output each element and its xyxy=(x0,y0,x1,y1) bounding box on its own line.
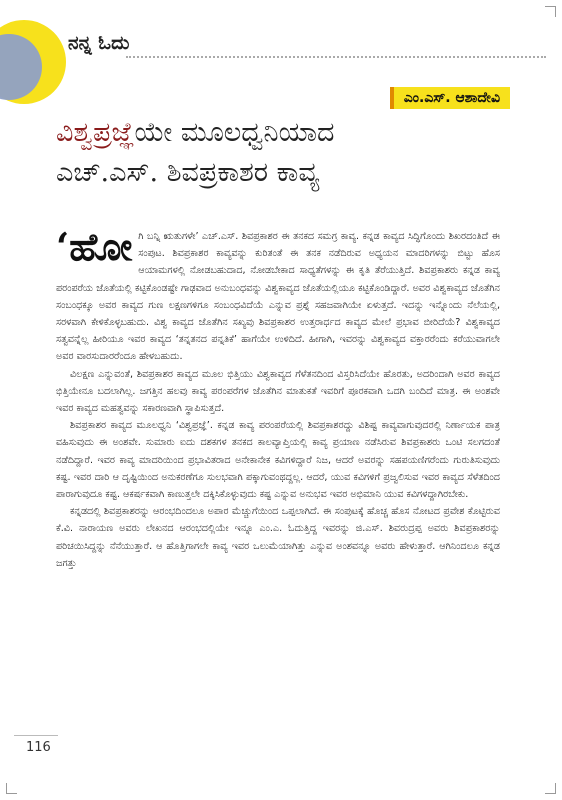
title-line-2: ಎಚ್.ಎಸ್. ಶಿವಪ್ರಕಾಶರ ಕಾವ್ಯ xyxy=(56,157,320,188)
page-number: 116 xyxy=(26,740,51,755)
section-label: ನನ್ನ ಓದು xyxy=(68,32,130,54)
paragraph-1 xyxy=(56,224,500,366)
crop-mark-bottom-right xyxy=(545,783,556,794)
paragraph-1-text: ಗಿ ಬನ್ನಿ ಋತುಗಳೇ’ ಎಚ್.ಎಸ್. ಶಿವಪ್ರಕಾಶರ ಈ ತನಕದ ಸಮಗ್ರ ಕಾವ್ಯ. ಕನ್ನಡ ಕಾವ್ಯದ ಸಿದ್ಧಿಗೊಂದು ಶಿಖರದಂತಿದೆ ಈ ಸಂಪುಟ. ಶಿವಪ್ರಕಾಶರ ಕಾವ್ಯವನ್ನು ಕುರಿತಂತೆ ಈ ತನಕ ನಡೆದಿರುವ ಅಧ್ಯಯನ ಮಾದರಿಗಳನ್ನು ಬಿಟ್ಟು ಹೊಸ ಆಯಾಮಗಳಲ್ಲಿ ನೋಡಬಹುದಾದ, ನೋಡಬೇಕಾದ ಸಾಧ್ಯತೆಗಳನ್ನು ಈ ಕೃತಿ ತೆರೆಯುತ್ತಿದೆ. ಶಿವಪ್ರಕಾಶರು ಕನ್ನಡ ಕಾವ್ಯ ಪರಂಪರೆಯ ಜೊತೆಯಲ್ಲಿ ಕಟ್ಟಿಕೊಂಡಷ್ಟೇ ಗಾಢವಾದ ಅನುಬಂಧವನ್ನು ವಿಶ್ವಕಾವ್ಯದ ಜೊತೆಯಲ್ಲಿಯೂ ಕಟ್ಟಿಕೊಂಡಿದ್ದಾರೆ. ಅವರ ವಿಶ್ವಕಾವ್ಯದ ಜೊತೆಗಿನ ಸಂಬಂಧಕ್ಕೂ ಅವರ ಕಾವ್ಯದ ಗುಣ ಲಕ್ಷಣಗಳಿಗೂ ಸಂಬಂಧವಿದೆಯೆ ಎನ್ನುವ ಪ್ರಶ್ನೆ ಸಹಜವಾಗಿಯೇ ಏಳುತ್ತದೆ. ಇದನ್ನು ಇನ್ನೊಂದು ನೆಲೆಯಲ್ಲಿ, ಸರಳವಾಗಿ ಕೇಳಿಕೊಳ್ಳಬಹುದು. ವಿಶ್ವ ಕಾವ್ಯದ ಜೊತೆಗಿನ ಸಖ್ಯವು ಶಿವಪ್ರಕಾಶರ ಉತ್ತರಾರ್ಧದ ಕಾವ್ಯದ ಮೇಲೆ ಪ್ರಭಾವ ಬೀರಿದೆಯೆ? ವಿಶ್ವಕಾವ್ಯದ ಸತ್ವವನ್ನೆಲ್ಲ ಹೀರಿಯೂ ಇವರ ಕಾವ್ಯದ ‘ತನ್ನತನದ ಪನ್ನತಿಕೆ’ ಹಾಗೆಯೇ ಉಳಿದಿದೆ. ಹೀಗಾಗಿ, ಇವರನ್ನು ವಿಶ್ವಕಾವ್ಯದ ವಕ್ತಾರರೆಂದು ಕರೆಯುವಾಗಲೇ ಅವರ ವಾರಸುದಾರರೆಂದೂ ಹೇಳಬಹುದು. xyxy=(56,231,500,363)
article-title xyxy=(56,113,526,193)
header-dotted-rule xyxy=(126,56,546,58)
title-line-1 xyxy=(56,113,526,153)
title-highlight: ವಿಶ್ವಪ್ರಜ್ಞೆ xyxy=(56,117,135,148)
crop-mark-top-right xyxy=(545,6,556,17)
drop-cap: ‘ಹೋ xyxy=(56,224,133,269)
paragraph-4: ಕನ್ನಡದಲ್ಲಿ ಶಿವಪ್ರಕಾಶರನ್ನು ಆರಂಭದಿಂದಲೂ ಅಪಾರ ಮೆಚ್ಚುಗೆಯಿಂದ ಒಪ್ಪಲಾಗಿದೆ. ಈ ಸಂಪುಟಕ್ಕೆ ಹೊಚ್ಚ ಹೊಸ ನೋಟದ ಪ್ರವೇಶ ಕೊಟ್ಟಿರುವ ಕೆ.ವಿ. ನಾರಾಯಣ ಅವರು ಲೇಖನದ ಆರಂಭದಲ್ಲಿಯೇ ಇನ್ನೂ ಎಂ.ಎ. ಓದುತ್ತಿದ್ದ ಇವರನ್ನು ಜಿ.ಎಸ್. ಶಿವರುದ್ರಪ್ಪ ಅವರು ಶಿವಪ್ರಕಾಶರನ್ನು ಪರಿಚಯಿಸಿದ್ದನ್ನು ನೆನೆಯುತ್ತಾರೆ. ಆ ಹೊತ್ತಿಗಾಗಲೇ ಕಾವ್ಯ ಇವರ ಒಲುಮೆಯಾಗಿತ್ತು ಎನ್ನುವ ಅಂಶವನ್ನೂ ಅವರು ಹೇಳುತ್ತಾರೆ. ಆಗಿನಿಂದಲೂ ಕನ್ನಡ ಜಗತ್ತು xyxy=(56,506,500,569)
crop-mark-bottom-left xyxy=(6,783,17,794)
footer-rule xyxy=(14,735,58,736)
article-body xyxy=(56,224,500,572)
title-line-1-rest: ಯೇ ಮೂಲಧ್ವನಿಯಾದ xyxy=(134,117,335,148)
paragraph-3: ಶಿವಪ್ರಕಾಶರ ಕಾವ್ಯದ ಮೂಲಧ್ವನಿ ‘ವಿಶ್ವಪ್ರಜ್ಞೆ’. ಕನ್ನಡ ಕಾವ್ಯ ಪರಂಪರೆಯಲ್ಲಿ ಶಿವಪ್ರಕಾಶರದ್ದು ವಿಶಿಷ್ಟ ಕಾವ್ಯವಾಗುವುದರಲ್ಲಿ ನಿರ್ಣಾಯಕ ಪಾತ್ರ ವಹಿಸುವುದು ಈ ಅಂಶವೇ. ಸುಮಾರು ಐದು ದಶಕಗಳ ತನಕದ ಕಾಲವ್ಯಾಪ್ತಿಯಲ್ಲಿ ಕಾವ್ಯ ಪ್ರಯಾಣ ನಡೆಸಿರುವ ಶಿವಪ್ರಕಾಶರು ಒಂಟಿ ಸಲಗದಂತೆ ನಡೆದಿದ್ದಾರೆ. ಇವರ ಕಾವ್ಯ ಮಾದರಿಯಿಂದ ಪ್ರಭಾವಿತರಾದ ಅನೇಕಾನೇಕ ಕವಿಗಳಿದ್ದಾರೆ ನಿಜ, ಆದರೆ ಅವರನ್ನು ಸಹಪಯಣಿಗರೆಂದು ಗುರುತಿಸುವುದು ಕಷ್ಟ. ಇವರ ದಾರಿ ಆ ದೃಷ್ಟಿಯಿಂದ ಅನುಕರಣೆಗೂ ಸುಲಭವಾಗಿ ಪಕ್ಕಾಗುವಂಥದ್ದಲ್ಲ. ಆದರೆ, ಯುವ ಕವಿಗಳಿಗೆ ಪ್ರಜ್ವಲಿಸುವ ಇವರ ಕಾವ್ಯದ ಸೆಳೆತದಿಂದ ಪಾರಾಗುವುದೂ ಕಷ್ಟ. ಆಕರ್ಷಕವಾಗಿ ಕಾಣುತ್ತಲೇ ದಕ್ಕಿಸಿಕೊಳ್ಳುವುದು ಕಷ್ಟ ಎನ್ನುವ ಅನುಭವ ಇವರ ಅಭಿಮಾನಿ ಯುವ ಕವಿಗಳದ್ದಾಗಿರಬೇಕು. xyxy=(56,420,500,501)
author-byline: ಎಂ.ಎಸ್. ಆಶಾದೇವಿ xyxy=(390,87,510,109)
paragraph-2: ವಿಲಕ್ಷಣ ಎನ್ನುವಂತೆ, ಶಿವಪ್ರಕಾಶರ ಕಾವ್ಯದ ಮೂಲ ಭಿತ್ತಿಯು ವಿಶ್ವಕಾವ್ಯದ ಗೆಳೆತನದಿಂದ ವಿಸ್ತರಿಸಿದೆಯೇ ಹೊರತು, ಅದರಿಂದಾಗಿ ಅವರ ಕಾವ್ಯದ ಭಿತ್ತಿಯೇನೂ ಬದಲಾಗಿಲ್ಲ. ಜಗತ್ತಿನ ಹಲವು ಕಾವ್ಯ ಪರಂಪರೆಗಳ ಜೊತೆಗಿನ ಮಾತುಕತೆ ಇವರಿಗೆ ಪೂರಕವಾಗಿ ಒದಗಿ ಬಂದಿದೆ ಮಾತ್ರ. ಈ ಅಂಶವೇ ಇವರ ಕಾವ್ಯದ ಮಹತ್ವವನ್ನು ಸಕಾರಣವಾಗಿ ಸ್ಥಾಪಿಸುತ್ತದೆ. xyxy=(56,368,500,415)
